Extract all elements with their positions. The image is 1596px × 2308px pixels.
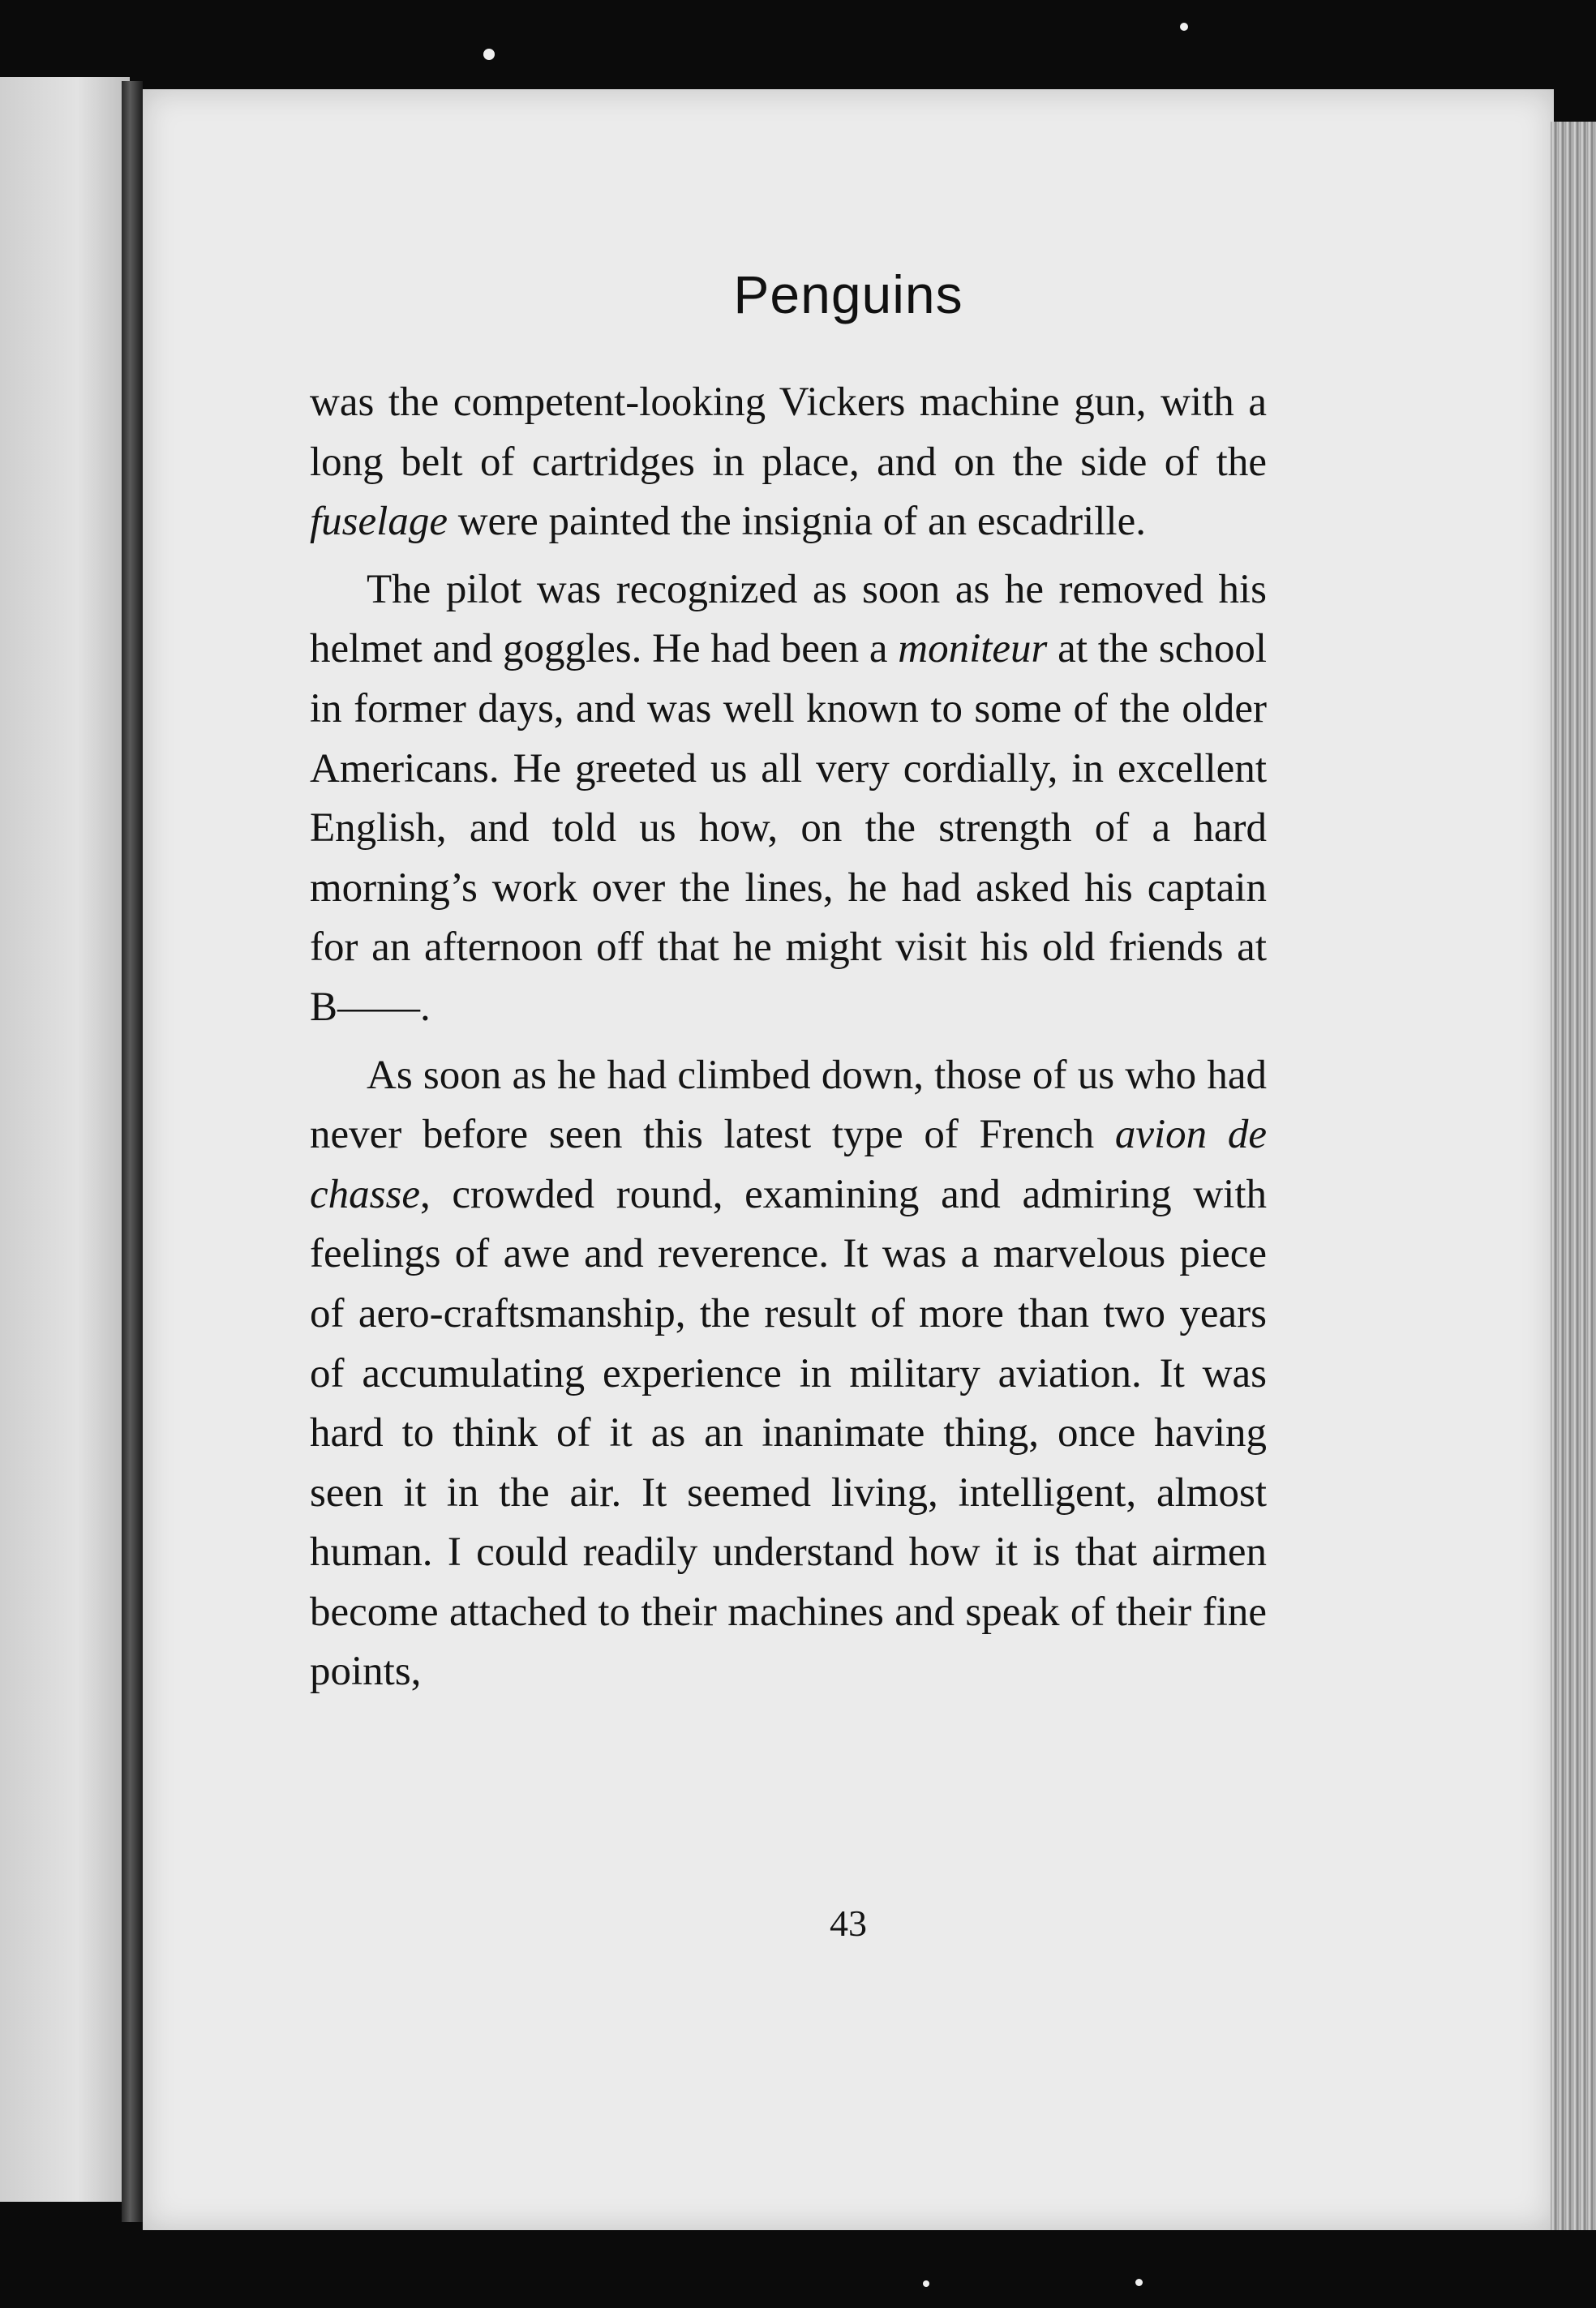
italic-run: fuselage	[310, 499, 448, 545]
text-run: at the school in former days, and was well known to some of the older Americans. He greeted us all very cordially, in excellent English, and told us how, on the strength of a hard morning’s work over the lines, he had asked his captain for an afternoon off that he might visit his old friends at B——.	[310, 626, 1267, 1030]
book-gutter	[122, 81, 143, 2222]
scan-speck	[483, 49, 495, 60]
text-run: was the competent-looking Vickers machine gun, with a long belt of cartridges in place, and on the side of the	[310, 380, 1267, 485]
paragraph	[310, 560, 1267, 1038]
italic-run: avion de chasse	[310, 1112, 1267, 1217]
scan-speck	[1180, 23, 1188, 31]
text-run: were painted the insignia of an escadrille.	[447, 499, 1146, 545]
italic-run: moniteur	[898, 626, 1048, 672]
paragraph	[310, 1046, 1267, 1703]
scan-speck	[1135, 2279, 1143, 2286]
facing-page-edge	[0, 77, 130, 2202]
page-body-text	[310, 373, 1267, 1702]
running-head: Penguins	[733, 264, 963, 324]
text-run: As soon as he had climbed down, those of us who had never before seen this latest type of French	[310, 1052, 1267, 1158]
text-run: , crowded round, examining and admiring with feelings of awe and reverence. It was a marvelous piece of aero-craftsmanship, the result of more than two years of accumulating experience in military aviation. It was hard to think of it as an inanimate thing, once having seen it in the air. It seemed living, intelligent, almost human. I could readily understand how it is that airmen become attached to their machines and speak of their fine points,	[310, 1171, 1267, 1695]
paragraph	[310, 373, 1267, 552]
page-number: 43	[830, 1903, 867, 1944]
scan-speck	[923, 2280, 929, 2287]
page-stack-edge	[1551, 122, 1596, 2230]
text-run: The pilot was recognized as soon as he removed his helmet and goggles. He had been a	[310, 566, 1267, 672]
